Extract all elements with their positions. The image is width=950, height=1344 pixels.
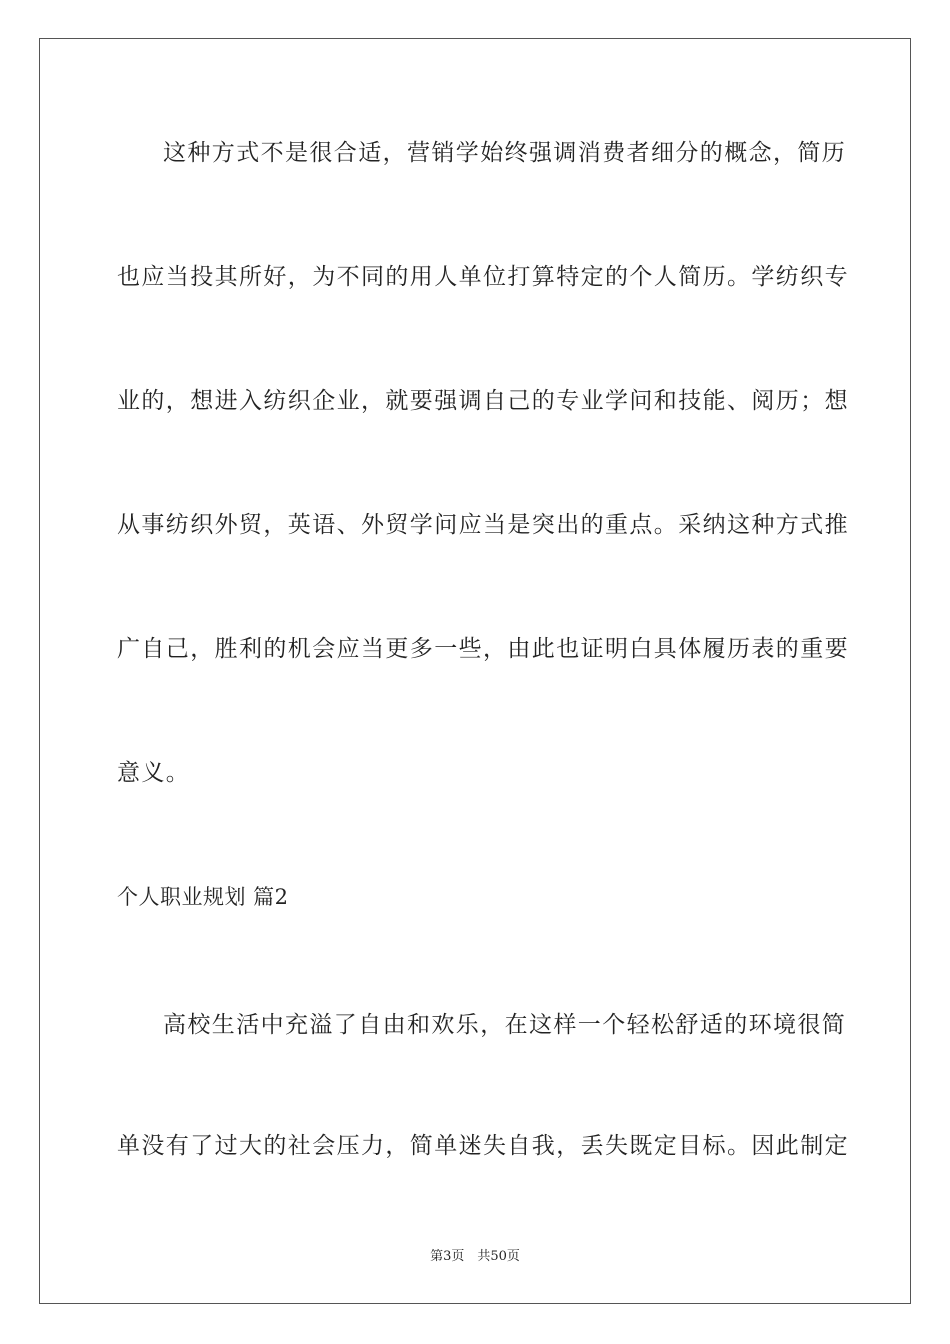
paragraph-line: 广自己，胜利的机会应当更多一些，由此也证明白具体履历表的重要 bbox=[117, 636, 849, 662]
section-heading: 个人职业规划 篇2 bbox=[117, 885, 289, 909]
paragraph-line: 也应当投其所好，为不同的用人单位打算特定的个人简历。学纺织专 bbox=[117, 264, 849, 290]
paragraph-line: 这种方式不是很合适，营销学始终强调消费者细分的概念，简历 bbox=[163, 140, 847, 166]
paragraph-line: 从事纺织外贸，英语、外贸学问应当是突出的重点。采纳这种方式推 bbox=[117, 512, 849, 538]
paragraph-line: 高校生活中充溢了自由和欢乐，在这样一个轻松舒适的环境很简 bbox=[163, 1012, 847, 1038]
page-border bbox=[39, 38, 911, 1304]
page-number-footer: 第3页 共50页 bbox=[430, 1249, 520, 1264]
paragraph-line: 单没有了过大的社会压力，简单迷失自我，丢失既定目标。因此制定 bbox=[117, 1133, 849, 1159]
paragraph-line: 业的，想进入纺织企业，就要强调自己的专业学问和技能、阅历；想 bbox=[117, 388, 849, 414]
paragraph-line: 意义。 bbox=[117, 760, 191, 786]
